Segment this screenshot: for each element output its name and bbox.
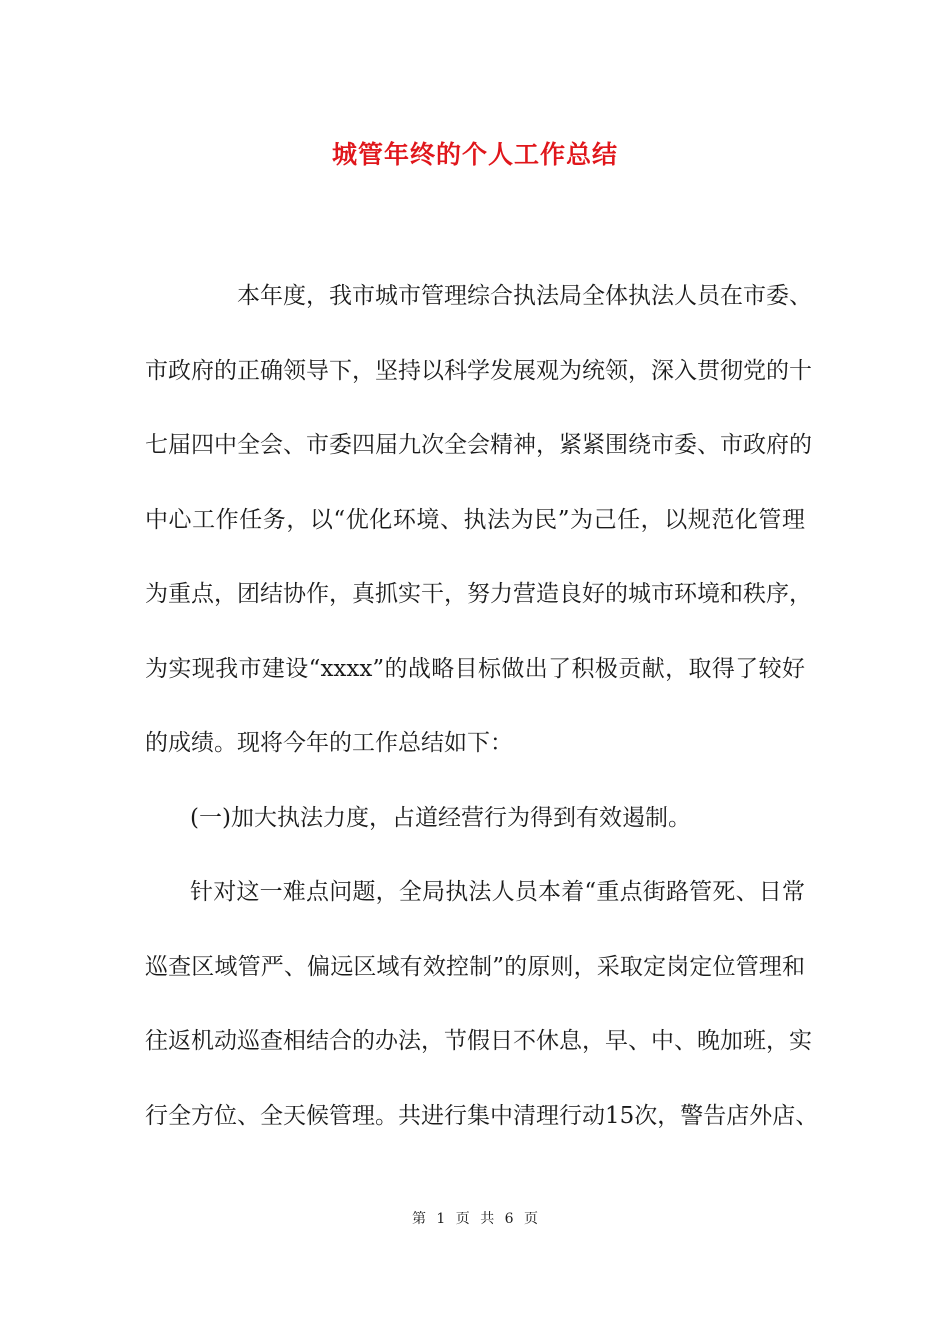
paragraph-line: 为实现我市建设“xxxx”的战略目标做出了积极贡献，取得了较好	[145, 656, 805, 682]
section-heading: (一)加大执法力度，占道经营行为得到有效遏制。	[190, 805, 691, 831]
paragraph-line: 往返机动巡查相结合的办法，节假日不休息，早、中、晚加班，实	[145, 1028, 812, 1054]
paragraph-line: 巡查区域管严、偏远区域有效控制”的原则，采取定岗定位管理和	[145, 954, 805, 980]
paragraph-line: 市政府的正确领导下，坚持以科学发展观为统领，深入贯彻党的十	[145, 358, 812, 384]
paragraph-line: 本年度，我市城市管理综合执法局全体执法人员在市委、	[237, 283, 812, 309]
paragraph-line: 七届四中全会、市委四届九次全会精神，紧紧围绕市委、市政府的	[145, 432, 812, 458]
document-title: 城管年终的个人工作总结	[331, 140, 618, 169]
paragraph-line: 针对这一难点问题，全局执法人员本着“重点街路管死、日常	[190, 879, 805, 905]
paragraph-line: 行全方位、全天候管理。共进行集中清理行动15次，警告店外店、	[145, 1103, 819, 1129]
paragraph-line: 的成绩。现将今年的工作总结如下：	[145, 730, 513, 756]
paragraph-line: 为重点，团结协作，真抓实干，努力营造良好的城市环境和秩序，	[145, 581, 812, 607]
page-number-footer: 第 1 页 共 6 页	[411, 1211, 539, 1227]
paragraph-line: 中心工作任务，以“优化环境、执法为民”为己任，以规范化管理	[145, 507, 805, 533]
